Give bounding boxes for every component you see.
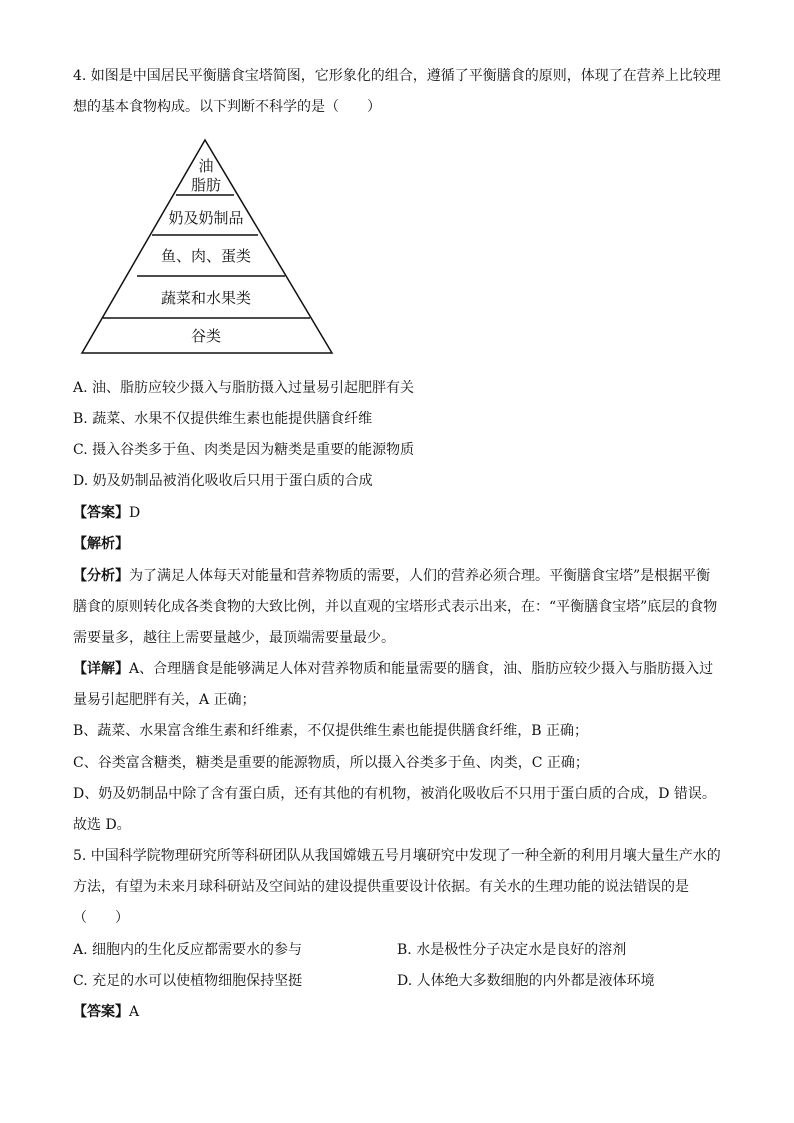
- answer-tag: 【答案】: [73, 505, 129, 521]
- q5-option-c: C. 充足的水可以使植物细胞保持坚挺: [73, 973, 303, 989]
- q5-stem-line3: （ ）: [73, 910, 129, 926]
- q4-option-d: D. 奶及奶制品被消化吸收后只用于蛋白质的合成: [73, 473, 373, 489]
- q5-option-a: A. 细胞内的生化反应都需要水的参与: [73, 942, 303, 958]
- analysis-tag: 【解析】: [73, 536, 129, 552]
- fenxi-tag: 【分析】: [73, 568, 129, 584]
- q4-detail-line1: [73, 659, 713, 679]
- q4-detail-line2: 量易引起肥胖有关，A 正确；: [73, 692, 256, 708]
- pyramid-level3-label: 鱼、肉、蛋类: [160, 247, 252, 265]
- q4-option-c: C. 摄入谷类多于鱼、肉类是因为糖类是重要的能源物质: [73, 442, 415, 458]
- pyramid-level2-label: 蔬菜和水果类: [160, 289, 252, 307]
- q4-option-a: A. 油、脂肪应较少摄入与脂肪摄入过量易引起肥胖有关: [73, 380, 415, 396]
- q5-stem-line2: 方法，有望为未来月球科研站及空间站的建设提供重要设计依据。有关水的生理功能的说法错误的是: [73, 879, 689, 895]
- q4-fenxi-line3: 需要量多，越往上需要量越少，最顶端需要量最少。: [73, 630, 395, 646]
- pyramid-level5-label: 脂肪: [190, 176, 222, 194]
- detail-text: A、合理膳食是能够满足人体对营养物质和能量需要的膳食，油、脂肪应较少摄入与脂肪摄入过: [129, 661, 714, 677]
- balanced-diet-pyramid: [80, 138, 336, 356]
- q4-detail-line4: C、谷类富含糖类，糖类是重要的能源物质，所以摄入谷类多于鱼、肉类，C 正确；: [73, 755, 589, 771]
- q4-analysis-heading: [73, 534, 129, 554]
- answer-value: A: [129, 1004, 140, 1020]
- q4-stem-line1: 4. 如图是中国居民平衡膳食宝塔简图，它形象化的组合，遵循了平衡膳食的原则，体现了在营养上比较理: [73, 68, 721, 84]
- q4-fenxi-line2: 膳食的原则转化成各类食物的大致比例，并以直观的宝塔形式表示出来，在：“平衡膳食宝塔”底层的食物: [73, 599, 718, 615]
- pyramid-level1-label: 谷类: [190, 327, 222, 345]
- fenxi-text: 为了满足人体每天对能量和营养物质的需要，人们的营养必须合理。平衡膳食宝塔”是根据平衡: [129, 568, 711, 584]
- q4-answer: [73, 503, 140, 523]
- q5-stem-line1: 5. 中国科学院物理研究所等科研团队从我国嫦娥五号月壤研究中发现了一种全新的利用月壤大量生产水的: [73, 848, 721, 864]
- detail-tag: 【详解】: [73, 661, 129, 677]
- q4-detail-line5: D、奶及奶制品中除了含有蛋白质，还有其他的有机物，被消化吸收后不只用于蛋白质的合成，D 错误。: [73, 786, 716, 802]
- q5-answer: [73, 1002, 139, 1022]
- pyramid-level5-label: 油: [198, 157, 214, 175]
- q4-stem-line2: 想的基本食物构成。以下判断不科学的是（ ）: [73, 99, 381, 115]
- answer-tag: 【答案】: [73, 1004, 129, 1020]
- q4-fenxi-line1: [73, 566, 710, 586]
- answer-value: D: [129, 505, 141, 521]
- q5-option-d: D. 人体绝大多数细胞的内外都是液体环境: [397, 973, 655, 989]
- q4-detail-line3: B、蔬菜、水果富含维生素和纤维素，不仅提供维生素也能提供膳食纤维，B 正确；: [73, 723, 589, 739]
- q4-option-b: B. 蔬菜、水果不仅提供维生素也能提供膳食纤维: [73, 411, 373, 427]
- q5-option-b: B. 水是极性分子决定水是良好的溶剂: [397, 942, 627, 958]
- q4-conclusion: 故选 D。: [73, 817, 131, 833]
- pyramid-level4-label: 奶及奶制品: [168, 209, 244, 227]
